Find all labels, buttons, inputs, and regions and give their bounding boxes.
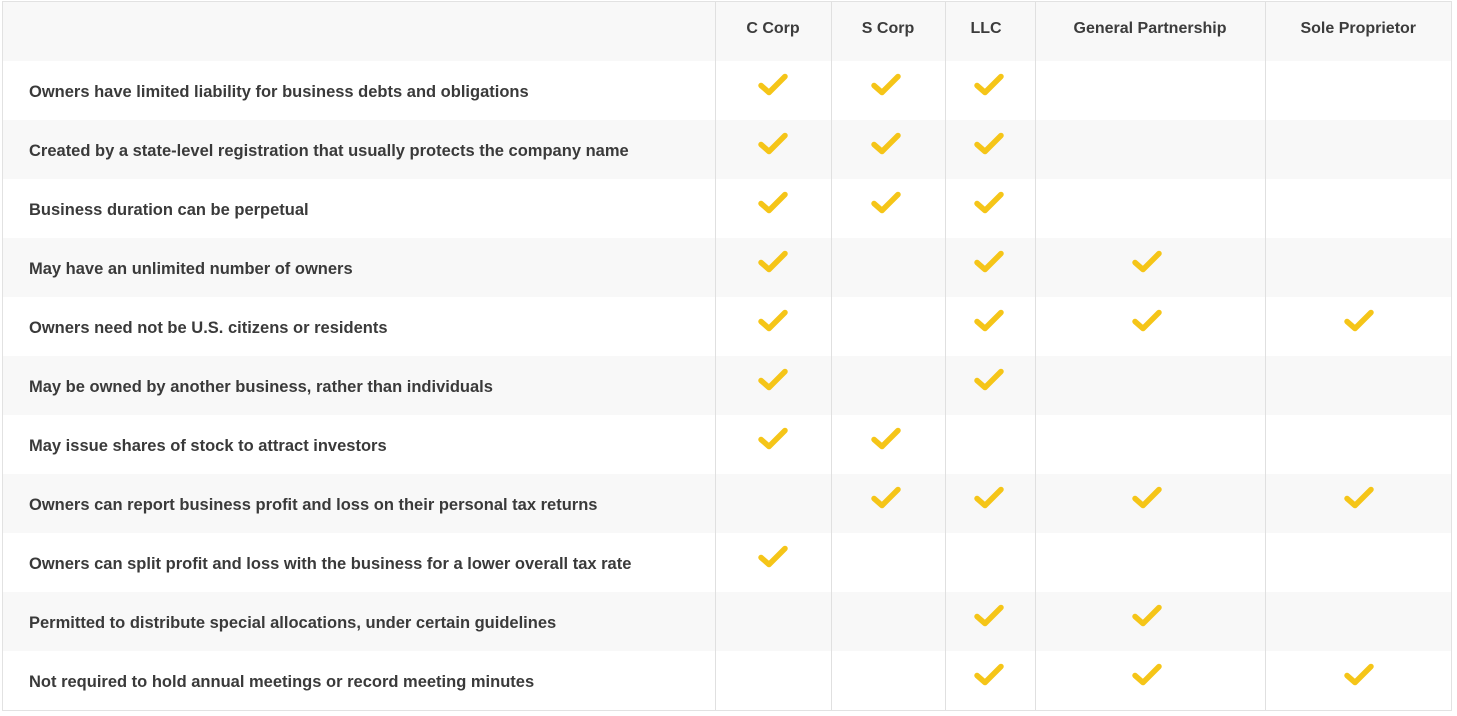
checkmark-icon xyxy=(974,604,1004,628)
checkmark-icon xyxy=(758,545,788,569)
cell-general-partnership xyxy=(1035,179,1265,238)
checkmark-icon xyxy=(1132,486,1162,510)
cell-sole-proprietor xyxy=(1265,297,1451,356)
cell-sole-proprietor xyxy=(1265,179,1451,238)
cell-s-corp xyxy=(831,356,945,415)
checkmark-icon xyxy=(758,73,788,97)
feature-label: May be owned by another business, rather than individuals xyxy=(29,378,493,396)
cell-c-corp xyxy=(715,356,831,415)
cell-c-corp xyxy=(715,474,831,533)
feature-label: Owners have limited liability for business debts and obligations xyxy=(29,83,529,101)
cell-general-partnership xyxy=(1035,415,1265,474)
checkmark-icon xyxy=(974,486,1004,510)
cell-s-corp xyxy=(831,120,945,179)
cell-c-corp xyxy=(715,592,831,651)
cell-c-corp xyxy=(715,238,831,297)
checkmark-icon xyxy=(974,132,1004,156)
header-row xyxy=(3,2,1451,61)
header-s-corp: S Corp xyxy=(831,2,945,61)
cell-llc xyxy=(945,533,1035,592)
cell-llc xyxy=(945,474,1035,533)
cell-llc xyxy=(945,238,1035,297)
header-feature xyxy=(3,2,715,61)
feature-label: Owners can report business profit and loss on their personal tax returns xyxy=(29,496,598,514)
table-row xyxy=(3,61,1451,120)
cell-general-partnership xyxy=(1035,651,1265,710)
table-row xyxy=(3,415,1451,474)
cell-s-corp xyxy=(831,415,945,474)
feature-label: May issue shares of stock to attract investors xyxy=(29,437,387,455)
cell-s-corp xyxy=(831,297,945,356)
table-row xyxy=(3,592,1451,651)
checkmark-icon xyxy=(871,73,901,97)
table-row xyxy=(3,120,1451,179)
cell-sole-proprietor xyxy=(1265,474,1451,533)
checkmark-icon xyxy=(758,250,788,274)
checkmark-icon xyxy=(974,309,1004,333)
feature-label: Created by a state-level registration that usually protects the company name xyxy=(29,142,629,160)
checkmark-icon xyxy=(871,132,901,156)
table-row xyxy=(3,651,1451,710)
checkmark-icon xyxy=(758,191,788,215)
cell-general-partnership xyxy=(1035,61,1265,120)
cell-sole-proprietor xyxy=(1265,61,1451,120)
checkmark-icon xyxy=(1132,663,1162,687)
cell-general-partnership xyxy=(1035,238,1265,297)
header-c-corp: C Corp xyxy=(715,2,831,61)
cell-general-partnership xyxy=(1035,297,1265,356)
checkmark-icon xyxy=(871,427,901,451)
checkmark-icon xyxy=(1132,309,1162,333)
cell-llc xyxy=(945,415,1035,474)
cell-c-corp xyxy=(715,297,831,356)
checkmark-icon xyxy=(974,191,1004,215)
header-general-partnership: General Partnership xyxy=(1035,2,1265,61)
cell-sole-proprietor xyxy=(1265,592,1451,651)
checkmark-icon xyxy=(871,191,901,215)
feature-label: Business duration can be perpetual xyxy=(29,201,309,219)
cell-c-corp xyxy=(715,533,831,592)
table-body xyxy=(3,61,1451,710)
cell-c-corp xyxy=(715,179,831,238)
checkmark-icon xyxy=(974,250,1004,274)
feature-label: Owners can split profit and loss with the business for a lower overall tax rate xyxy=(29,555,632,573)
table-row xyxy=(3,474,1451,533)
cell-s-corp xyxy=(831,592,945,651)
table-header xyxy=(3,2,1451,61)
comparison-table xyxy=(3,2,1451,710)
checkmark-icon xyxy=(758,427,788,451)
cell-llc xyxy=(945,651,1035,710)
cell-sole-proprietor xyxy=(1265,238,1451,297)
cell-s-corp xyxy=(831,179,945,238)
cell-llc xyxy=(945,61,1035,120)
feature-label: Owners need not be U.S. citizens or residents xyxy=(29,319,388,337)
checkmark-icon xyxy=(974,663,1004,687)
checkmark-icon xyxy=(1132,250,1162,274)
feature-label: May have an unlimited number of owners xyxy=(29,260,353,278)
cell-general-partnership xyxy=(1035,592,1265,651)
cell-c-corp xyxy=(715,61,831,120)
feature-label: Not required to hold annual meetings or record meeting minutes xyxy=(29,673,535,691)
business-entity-comparison-table xyxy=(2,1,1452,711)
cell-sole-proprietor xyxy=(1265,120,1451,179)
cell-llc xyxy=(945,297,1035,356)
cell-llc xyxy=(945,592,1035,651)
table-row xyxy=(3,356,1451,415)
cell-general-partnership xyxy=(1035,120,1265,179)
checkmark-icon xyxy=(758,368,788,392)
cell-sole-proprietor xyxy=(1265,651,1451,710)
cell-sole-proprietor xyxy=(1265,533,1451,592)
checkmark-icon xyxy=(758,132,788,156)
cell-general-partnership xyxy=(1035,533,1265,592)
cell-general-partnership xyxy=(1035,356,1265,415)
feature-label: Permitted to distribute special allocations, under certain guidelines xyxy=(29,614,557,632)
cell-llc xyxy=(945,356,1035,415)
table-row xyxy=(3,238,1451,297)
cell-sole-proprietor xyxy=(1265,356,1451,415)
cell-c-corp xyxy=(715,651,831,710)
cell-s-corp xyxy=(831,651,945,710)
cell-sole-proprietor xyxy=(1265,415,1451,474)
checkmark-icon xyxy=(1132,604,1162,628)
table-row xyxy=(3,297,1451,356)
cell-c-corp xyxy=(715,415,831,474)
header-sole-proprietor: Sole Proprietor xyxy=(1265,2,1451,61)
checkmark-icon xyxy=(1344,309,1374,333)
cell-s-corp xyxy=(831,474,945,533)
cell-s-corp xyxy=(831,61,945,120)
table-row xyxy=(3,179,1451,238)
cell-s-corp xyxy=(831,238,945,297)
checkmark-icon xyxy=(871,486,901,510)
checkmark-icon xyxy=(758,309,788,333)
cell-c-corp xyxy=(715,120,831,179)
cell-s-corp xyxy=(831,533,945,592)
cell-llc xyxy=(945,120,1035,179)
cell-general-partnership xyxy=(1035,474,1265,533)
table-row xyxy=(3,533,1451,592)
header-llc: LLC xyxy=(945,2,1035,61)
checkmark-icon xyxy=(1344,486,1374,510)
cell-llc xyxy=(945,179,1035,238)
checkmark-icon xyxy=(974,368,1004,392)
checkmark-icon xyxy=(974,73,1004,97)
checkmark-icon xyxy=(1344,663,1374,687)
